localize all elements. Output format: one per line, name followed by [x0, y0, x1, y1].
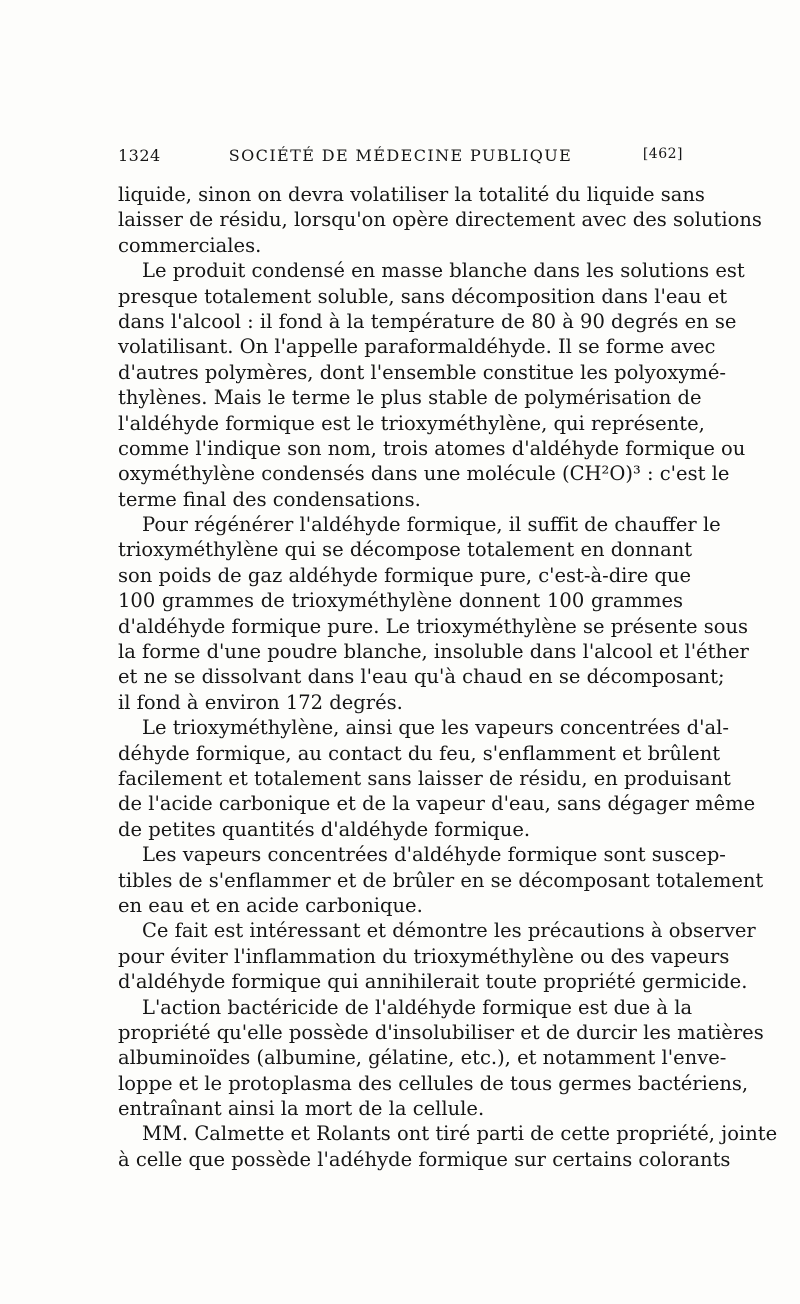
- text-line: comme l'indique son nom, trois atomes d'aldéhyde formique ou: [118, 436, 746, 460]
- text-line: propriété qu'elle possède d'insolubiliser et de durcir les matières: [118, 1020, 764, 1044]
- text-line: d'aldéhyde formique pure. Le trioxyméthylène se présente sous: [118, 614, 749, 638]
- text-line: en eau et en acide carbonique.: [118, 893, 423, 917]
- text-line: l'aldéhyde formique est le trioxyméthylène, qui représente,: [118, 411, 705, 435]
- text-line: tibles de s'enflammer et de brûler en se décomposant totalement: [118, 868, 764, 892]
- text-line: de petites quantités d'aldéhyde formique.: [118, 817, 531, 841]
- text-line: dans l'alcool : il fond à la température de 80 à 90 degrés en se: [118, 309, 737, 333]
- text-line: facilement et totalement sans laisser de résidu, en produisant: [118, 766, 731, 790]
- text-line: 100 grammes de trioxyméthylène donnent 100 grammes: [118, 589, 683, 613]
- text-line: la forme d'une poudre blanche, insoluble dans l'alcool et l'éther: [118, 640, 749, 664]
- text-line: Le produit condensé en masse blanche dans les solutions est: [142, 259, 745, 283]
- running-header: [118, 146, 683, 170]
- text-line: trioxyméthylène qui se décompose totalement en donnant: [118, 538, 693, 562]
- text-line: Le trioxyméthylène, ainsi que les vapeurs concentrées d'al-: [142, 716, 729, 740]
- text-line: d'aldéhyde formique qui annihilerait toute propriété germicide.: [118, 970, 748, 994]
- text-line: à celle que possède l'adéhyde formique sur certains colorants: [118, 1147, 731, 1171]
- text-line: et ne se dissolvant dans l'eau qu'à chaud en se décomposant;: [118, 665, 725, 689]
- text-line: loppe et le protoplasma des cellules de tous germes bactériens,: [118, 1071, 749, 1095]
- text-line: commerciales.: [118, 233, 262, 257]
- text-line: il fond à environ 172 degrés.: [118, 690, 403, 714]
- text-line: volatilisant. On l'appelle paraformaldéhyde. Il se forme avec: [118, 335, 716, 359]
- text-line: thylènes. Mais le terme le plus stable de polymérisation de: [118, 386, 702, 410]
- text-line: L'action bactéricide de l'aldéhyde formique est due à la: [142, 995, 693, 1019]
- text-line: son poids de gaz aldéhyde formique pure, c'est-à-dire que: [118, 563, 692, 587]
- text-line: MM. Calmette et Rolants ont tiré parti de cette propriété, jointe: [142, 1122, 778, 1146]
- text-line: terme final des condensations.: [118, 487, 421, 511]
- text-line: presque totalement soluble, sans décomposition dans l'eau et: [118, 284, 728, 308]
- text-line: Les vapeurs concentrées d'aldéhyde formique sont suscep-: [142, 843, 726, 867]
- text-line: liquide, sinon on devra volatiliser la totalité du liquide sans: [118, 183, 705, 206]
- text-line: Ce fait est intéressant et démontre les précautions à observer: [142, 919, 756, 943]
- text-line: entraînant ainsi la mort de la cellule.: [118, 1097, 485, 1121]
- text-line: pour éviter l'inflammation du trioxyméthylène ou des vapeurs: [118, 944, 730, 968]
- running-title: SOCIÉTÉ DE MÉDECINE PUBLIQUE: [228, 146, 573, 165]
- text-line: déhyde formique, au contact du feu, s'enflamment et brûlent: [118, 741, 721, 765]
- text-line: oxyméthylène condensés dans une molécule (CH²O)³ : c'est le: [118, 462, 730, 486]
- text-line: Pour régénérer l'aldéhyde formique, il suffit de chauffer le: [142, 513, 721, 537]
- text-line: d'autres polymères, dont l'ensemble constitue les polyoxymé-: [118, 360, 726, 384]
- body-text: [118, 182, 778, 1172]
- text-line: de l'acide carbonique et de la vapeur d'eau, sans dégager même: [118, 792, 756, 816]
- original-page-ref: [462]: [642, 146, 683, 162]
- text-line: albuminoïdes (albumine, gélatine, etc.), et notamment l'enve-: [118, 1046, 727, 1070]
- text-line: laisser de résidu, lorsqu'on opère directement avec des solutions: [118, 208, 762, 232]
- page-number: 1324: [118, 146, 161, 165]
